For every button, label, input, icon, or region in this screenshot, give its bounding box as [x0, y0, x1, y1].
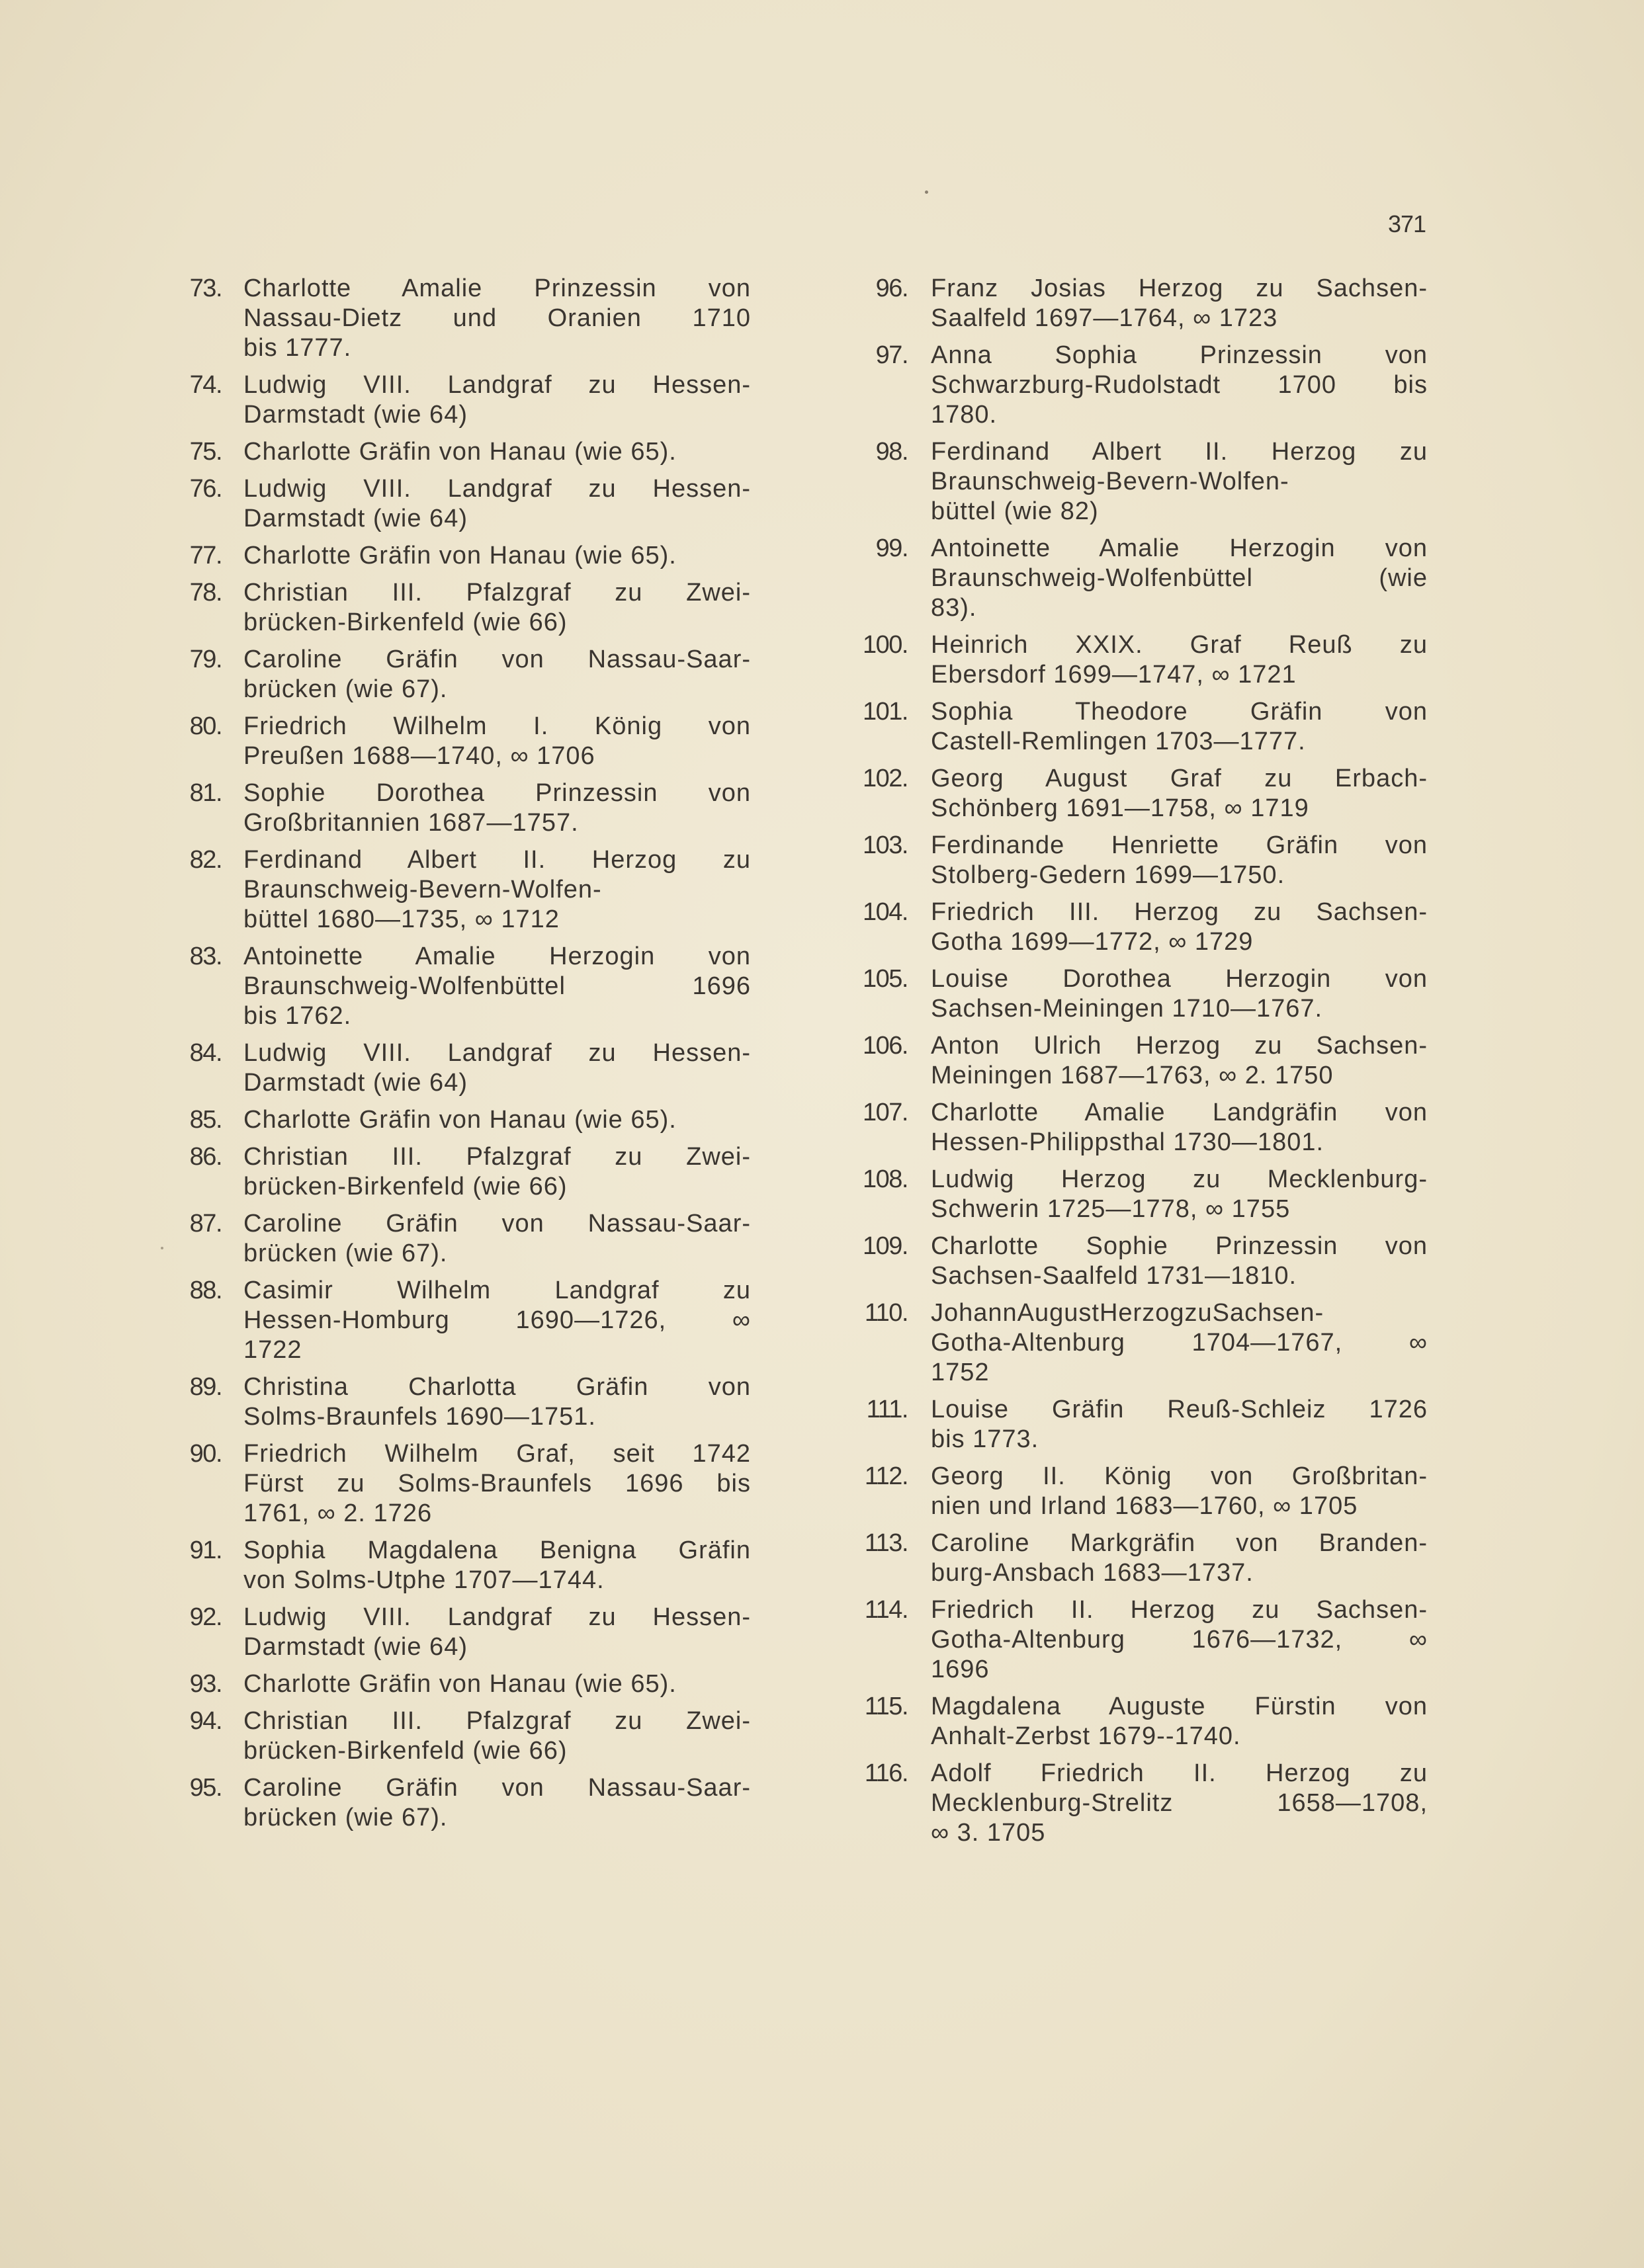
entry-line: nien und Irland 1683—1760, ∞ 1705 — [931, 1492, 1358, 1520]
entry-number: 98. — [875, 438, 908, 466]
entry-line: Anton Ulrich Herzog zu Sachsen- — [931, 1032, 1428, 1060]
entry-number: 83. — [189, 943, 222, 970]
entry-text — [931, 274, 1428, 333]
entry-line: Ferdinand Albert II. Herzog zu — [243, 846, 751, 874]
genealogy-entry — [840, 1595, 1428, 1685]
entry-line: Friedrich Wilhelm Graf, seit 1742 — [243, 1440, 751, 1468]
entry-line: Charlotte Gräfin von Hanau (wie 65). — [243, 1106, 677, 1134]
entry-line: Ludwig VIII. Landgraf zu Hessen- — [243, 1039, 751, 1067]
entry-text — [243, 645, 751, 704]
entry-line: Sophia Theodore Gräfin von — [931, 698, 1428, 726]
entry-text — [243, 437, 751, 467]
entry-line: Hessen-Homburg 1690—1726, ∞ — [243, 1306, 751, 1334]
entry-text — [931, 831, 1428, 890]
entry-line: 1761, ∞ 2. 1726 — [243, 1499, 433, 1527]
entry-text — [931, 1595, 1428, 1685]
genealogy-entry — [165, 845, 751, 935]
entry-number: 90. — [189, 1440, 222, 1468]
entry-number: 105. — [863, 965, 908, 993]
entry-text — [931, 1395, 1428, 1454]
genealogy-entry — [165, 437, 751, 467]
genealogy-entry — [165, 1372, 751, 1432]
genealogy-entry — [840, 964, 1428, 1024]
genealogy-entry — [840, 898, 1428, 957]
entry-number: 115. — [864, 1693, 908, 1720]
entry-line: Ludwig VIII. Landgraf zu Hessen- — [243, 1603, 751, 1631]
entry-line: Preußen 1688—1740, ∞ 1706 — [243, 742, 595, 770]
entry-line: bis 1773. — [931, 1425, 1039, 1453]
entry-line: Ferdinand Albert II. Herzog zu — [931, 438, 1428, 466]
entry-number: 89. — [189, 1373, 222, 1401]
entry-line: Ebersdorf 1699—1747, ∞ 1721 — [931, 661, 1297, 689]
entry-text — [931, 630, 1428, 690]
entry-line: JohannAugustHerzogzuSachsen- — [931, 1299, 1324, 1327]
entry-line: Schönberg 1691—1758, ∞ 1719 — [931, 794, 1309, 822]
entry-number: 78. — [189, 579, 222, 607]
entry-line: Charlotte Amalie Landgräfin von — [931, 1099, 1428, 1126]
entry-text — [931, 1298, 1428, 1388]
genealogy-entry — [165, 1603, 751, 1662]
genealogy-entry — [165, 1773, 751, 1833]
entry-line: Sophia Magdalena Benigna Gräfin — [243, 1536, 751, 1564]
entry-line: Friedrich III. Herzog zu Sachsen- — [931, 898, 1428, 926]
scan-speck — [925, 190, 928, 194]
entry-line: büttel 1680—1735, ∞ 1712 — [243, 905, 560, 933]
entry-number: 103. — [863, 831, 908, 859]
entry-text — [243, 1276, 751, 1365]
entry-number: 76. — [189, 475, 222, 503]
genealogy-entry — [165, 712, 751, 771]
entry-line: 1722 — [243, 1336, 302, 1364]
page-number: 371 — [1388, 210, 1426, 237]
genealogy-entry — [165, 645, 751, 704]
entry-text — [931, 437, 1428, 526]
entry-number: 100. — [863, 631, 908, 659]
genealogy-entry — [165, 578, 751, 638]
entry-line: Ludwig Herzog zu Mecklenburg- — [931, 1165, 1428, 1193]
left-column — [165, 274, 751, 1840]
entry-text — [243, 1536, 751, 1595]
entry-number: 104. — [863, 898, 908, 926]
entry-line: Anhalt-Zerbst 1679--1740. — [931, 1722, 1241, 1750]
entry-line: Ludwig VIII. Landgraf zu Hessen- — [243, 371, 751, 399]
entry-line: Gotha-Altenburg 1704—1767, ∞ — [931, 1329, 1428, 1357]
entry-line: Darmstadt (wie 64) — [243, 401, 468, 429]
entry-line: Charlotte Sophie Prinzessin von — [931, 1232, 1428, 1260]
entry-line: Braunschweig-Bevern-Wolfen- — [931, 468, 1289, 495]
entry-text — [243, 578, 751, 638]
entry-number: 93. — [189, 1670, 222, 1698]
entry-number: 102. — [863, 765, 908, 792]
entry-text — [931, 697, 1428, 757]
entry-number: 73. — [189, 274, 222, 302]
entry-text — [931, 1165, 1428, 1224]
entry-line: Charlotte Gräfin von Hanau (wie 65). — [243, 1670, 677, 1698]
entry-line: Charlotte Amalie Prinzessin von — [243, 274, 751, 302]
entry-line: brücken-Birkenfeld (wie 66) — [243, 609, 568, 636]
entry-line: Hessen-Philippsthal 1730—1801. — [931, 1128, 1324, 1156]
entry-text — [243, 474, 751, 534]
entry-line: Nassau-Dietz und Oranien 1710 — [243, 304, 751, 332]
entry-text — [931, 341, 1428, 430]
entry-line: Friedrich II. Herzog zu Sachsen- — [931, 1596, 1428, 1624]
entry-line: Schwerin 1725—1778, ∞ 1755 — [931, 1195, 1291, 1223]
entry-text — [931, 764, 1428, 823]
entry-line: Louise Dorothea Herzogin von — [931, 965, 1428, 993]
entry-line: Christina Charlotta Gräfin von — [243, 1373, 751, 1401]
genealogy-entry — [840, 1692, 1428, 1751]
entry-line: Franz Josias Herzog zu Sachsen- — [931, 274, 1428, 302]
entry-line: 1780. — [931, 401, 998, 429]
entry-line: Louise Gräfin Reuß-Schleiz 1726 — [931, 1396, 1428, 1423]
entry-line: Magdalena Auguste Fürstin von — [931, 1693, 1428, 1720]
genealogy-entry — [165, 1669, 751, 1699]
entry-number: 87. — [189, 1210, 222, 1238]
entry-line: Großbritannien 1687—1757. — [243, 809, 579, 837]
entry-text — [931, 1529, 1428, 1588]
genealogy-entry — [840, 274, 1428, 333]
entry-line: Adolf Friedrich II. Herzog zu — [931, 1759, 1428, 1787]
entry-line: ∞ 3. 1705 — [931, 1819, 1046, 1847]
entry-line: Schwarzburg-Rudolstadt 1700 bis — [931, 371, 1428, 399]
genealogy-entry — [165, 1706, 751, 1766]
entry-text — [931, 1232, 1428, 1291]
entry-number: 86. — [189, 1143, 222, 1171]
entry-text — [243, 778, 751, 838]
entry-line: burg-Ansbach 1683—1737. — [931, 1559, 1254, 1587]
entry-line: Anna Sophia Prinzessin von — [931, 341, 1428, 369]
entry-line: bis 1777. — [243, 334, 352, 362]
entry-text — [931, 964, 1428, 1024]
entry-text — [243, 1706, 751, 1766]
genealogy-entry — [840, 764, 1428, 823]
entry-number: 109. — [863, 1232, 908, 1260]
entry-line: Darmstadt (wie 64) — [243, 1069, 468, 1097]
entry-line: Caroline Gräfin von Nassau-Saar- — [243, 646, 751, 673]
entry-number: 74. — [189, 371, 222, 399]
entry-number: 82. — [189, 846, 222, 874]
entry-line: Mecklenburg-Strelitz 1658—1708, — [931, 1789, 1428, 1817]
entry-line: 1696 — [931, 1656, 990, 1683]
genealogy-entry — [165, 274, 751, 363]
genealogy-entry — [840, 831, 1428, 890]
entry-line: Georg August Graf zu Erbach- — [931, 765, 1428, 792]
entry-line: Saalfeld 1697—1764, ∞ 1723 — [931, 304, 1278, 332]
entry-number: 91. — [189, 1536, 222, 1564]
entry-number: 81. — [189, 779, 222, 807]
entry-text — [931, 1462, 1428, 1521]
entry-number: 92. — [189, 1603, 222, 1631]
entry-line: Charlotte Gräfin von Hanau (wie 65). — [243, 438, 677, 466]
entry-line: Fürst zu Solms-Braunfels 1696 bis — [243, 1470, 751, 1497]
entry-text — [243, 274, 751, 363]
entry-text — [243, 1209, 751, 1269]
entry-number: 96. — [875, 274, 908, 302]
entry-line: Gotha 1699—1772, ∞ 1729 — [931, 928, 1254, 956]
entry-number: 80. — [189, 712, 222, 740]
genealogy-entry — [840, 1529, 1428, 1588]
genealogy-entry — [840, 341, 1428, 430]
entry-number: 116. — [864, 1759, 908, 1787]
entry-number: 77. — [189, 542, 222, 569]
genealogy-entry — [165, 474, 751, 534]
entry-line: brücken (wie 67). — [243, 1239, 448, 1267]
entry-line: 1752 — [931, 1359, 990, 1386]
scan-speck — [161, 1247, 163, 1249]
entry-line: Heinrich XXIX. Graf Reuß zu — [931, 631, 1428, 659]
entry-line: Stolberg-Gedern 1699—1750. — [931, 861, 1285, 889]
entry-line: brücken (wie 67). — [243, 675, 448, 703]
entry-text — [243, 370, 751, 430]
genealogy-entry — [840, 1031, 1428, 1091]
entry-number: 107. — [863, 1099, 908, 1126]
entry-number: 110. — [864, 1299, 908, 1327]
genealogy-entry — [840, 1098, 1428, 1157]
genealogy-entry — [165, 1209, 751, 1269]
entry-line: 83). — [931, 594, 977, 622]
entry-text — [243, 1603, 751, 1662]
entry-line: Sachsen-Meiningen 1710—1767. — [931, 995, 1323, 1023]
entry-number: 84. — [189, 1039, 222, 1067]
entry-text — [243, 1038, 751, 1098]
entry-line: Ferdinande Henriette Gräfin von — [931, 831, 1428, 859]
entry-text — [243, 845, 751, 935]
entry-text — [243, 1439, 751, 1529]
entry-line: Sophie Dorothea Prinzessin von — [243, 779, 751, 807]
genealogy-entry — [840, 534, 1428, 623]
genealogy-entry — [165, 942, 751, 1031]
entry-line: Caroline Gräfin von Nassau-Saar- — [243, 1774, 751, 1802]
genealogy-entry — [165, 541, 751, 571]
entry-line: brücken-Birkenfeld (wie 66) — [243, 1737, 568, 1765]
entry-line: Charlotte Gräfin von Hanau (wie 65). — [243, 542, 677, 569]
entry-text — [243, 942, 751, 1031]
entry-number: 112. — [864, 1462, 908, 1490]
entry-line: Castell-Remlingen 1703—1777. — [931, 728, 1306, 755]
entry-line: Meiningen 1687—1763, ∞ 2. 1750 — [931, 1062, 1334, 1089]
genealogy-entry — [840, 1298, 1428, 1388]
entry-number: 79. — [189, 646, 222, 673]
entry-line: Christian III. Pfalzgraf zu Zwei- — [243, 1143, 751, 1171]
genealogy-entry — [165, 778, 751, 838]
entry-text — [243, 712, 751, 771]
entry-line: Christian III. Pfalzgraf zu Zwei- — [243, 1707, 751, 1735]
entry-line: Friedrich Wilhelm I. König von — [243, 712, 751, 740]
entry-line: bis 1762. — [243, 1002, 352, 1030]
entry-line: Antoinette Amalie Herzogin von — [243, 943, 751, 970]
entry-line: brücken (wie 67). — [243, 1804, 448, 1831]
genealogy-entry — [840, 1395, 1428, 1454]
genealogy-entry — [165, 1276, 751, 1365]
genealogy-entry — [165, 1439, 751, 1529]
entry-text — [931, 1031, 1428, 1091]
entry-line: Sachsen-Saalfeld 1731—1810. — [931, 1262, 1297, 1290]
genealogy-entry — [840, 1232, 1428, 1291]
entry-line: Ludwig VIII. Landgraf zu Hessen- — [243, 475, 751, 503]
entry-line: Gotha-Altenburg 1676—1732, ∞ — [931, 1626, 1428, 1654]
entry-text — [243, 1142, 751, 1202]
entry-text — [243, 1773, 751, 1833]
entry-text — [243, 1669, 751, 1699]
genealogy-entry — [840, 1165, 1428, 1224]
entry-line: von Solms-Utphe 1707—1744. — [243, 1566, 605, 1594]
entry-text — [243, 1105, 751, 1135]
entry-text — [931, 1759, 1428, 1848]
genealogy-entry — [165, 1536, 751, 1595]
entry-line: Braunschweig-Wolfenbüttel 1696 — [243, 972, 751, 1000]
entry-line: Christian III. Pfalzgraf zu Zwei- — [243, 579, 751, 607]
entry-line: brücken-Birkenfeld (wie 66) — [243, 1173, 568, 1200]
entry-text — [243, 1372, 751, 1432]
entry-number: 97. — [875, 341, 908, 369]
genealogy-entry — [840, 630, 1428, 690]
entry-number: 95. — [189, 1774, 222, 1802]
entry-line: Casimir Wilhelm Landgraf zu — [243, 1277, 751, 1304]
entry-line: Darmstadt (wie 64) — [243, 505, 468, 532]
entry-line: Solms-Braunfels 1690—1751. — [243, 1403, 596, 1431]
genealogy-entry — [165, 370, 751, 430]
entry-text — [931, 898, 1428, 957]
entry-number: 101. — [863, 698, 908, 726]
genealogy-entry — [840, 1759, 1428, 1848]
entry-line: Caroline Gräfin von Nassau-Saar- — [243, 1210, 751, 1238]
entry-text — [931, 1098, 1428, 1157]
genealogy-entry — [165, 1038, 751, 1098]
right-column — [840, 274, 1428, 1855]
entry-number: 111. — [866, 1396, 908, 1423]
entry-line: Caroline Markgräfin von Branden- — [931, 1529, 1428, 1557]
entry-line: Darmstadt (wie 64) — [243, 1633, 468, 1661]
entry-line: Georg II. König von Großbritan- — [931, 1462, 1428, 1490]
entry-text — [243, 541, 751, 571]
genealogy-entry — [165, 1142, 751, 1202]
entry-line: Braunschweig-Bevern-Wolfen- — [243, 876, 602, 903]
entry-line: Braunschweig-Wolfenbüttel (wie — [931, 564, 1428, 592]
entry-text — [931, 534, 1428, 623]
genealogy-entry — [840, 1462, 1428, 1521]
entry-number: 94. — [189, 1707, 222, 1735]
entry-number: 88. — [189, 1277, 222, 1304]
entry-number: 75. — [189, 438, 222, 466]
genealogy-entry — [165, 1105, 751, 1135]
genealogy-entry — [840, 437, 1428, 526]
entry-number: 113. — [864, 1529, 908, 1557]
entry-number: 99. — [875, 534, 908, 562]
entry-number: 114. — [864, 1596, 908, 1624]
entry-line: büttel (wie 82) — [931, 497, 1099, 525]
genealogy-entry — [840, 697, 1428, 757]
entry-text — [931, 1692, 1428, 1751]
entry-number: 106. — [863, 1032, 908, 1060]
entry-line: Antoinette Amalie Herzogin von — [931, 534, 1428, 562]
entry-number: 108. — [863, 1165, 908, 1193]
entry-number: 85. — [189, 1106, 222, 1134]
